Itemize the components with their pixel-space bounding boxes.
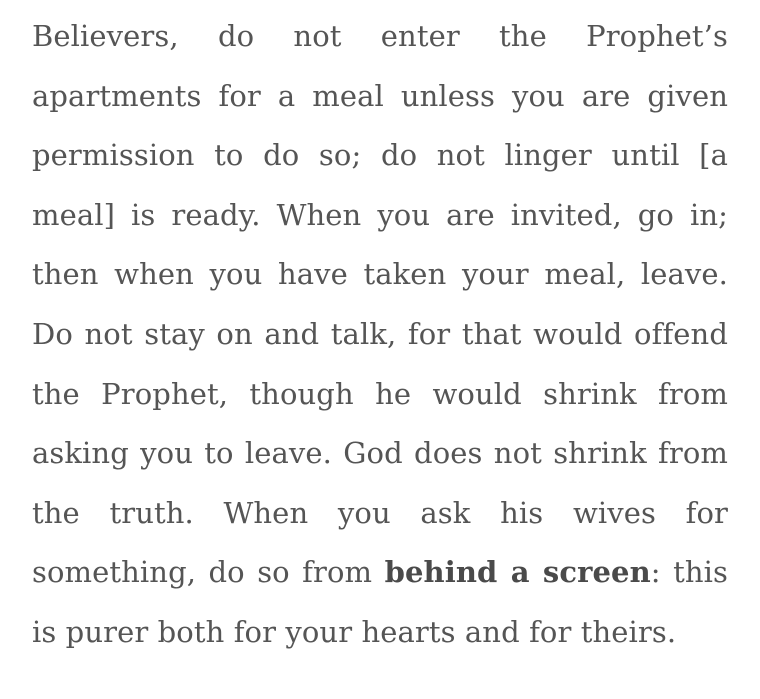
passage-text-after: : this is purer both for your hearts and for theirs. xyxy=(32,555,728,649)
scripture-passage xyxy=(32,7,728,663)
passage-text-before: Believers, do not enter the Prophet’s apartments for a meal unless you are given permission to do so; do not linger until [a meal] is ready. When you are invited, go in; then when you have taken your meal, leave. Do not stay on and talk, for that would offend the Prophet, though he would shrink from asking you to leave. God does not shrink from the truth. When you ask his wives for something, do so from xyxy=(32,19,728,590)
passage-emphasis: behind a screen xyxy=(384,555,651,590)
